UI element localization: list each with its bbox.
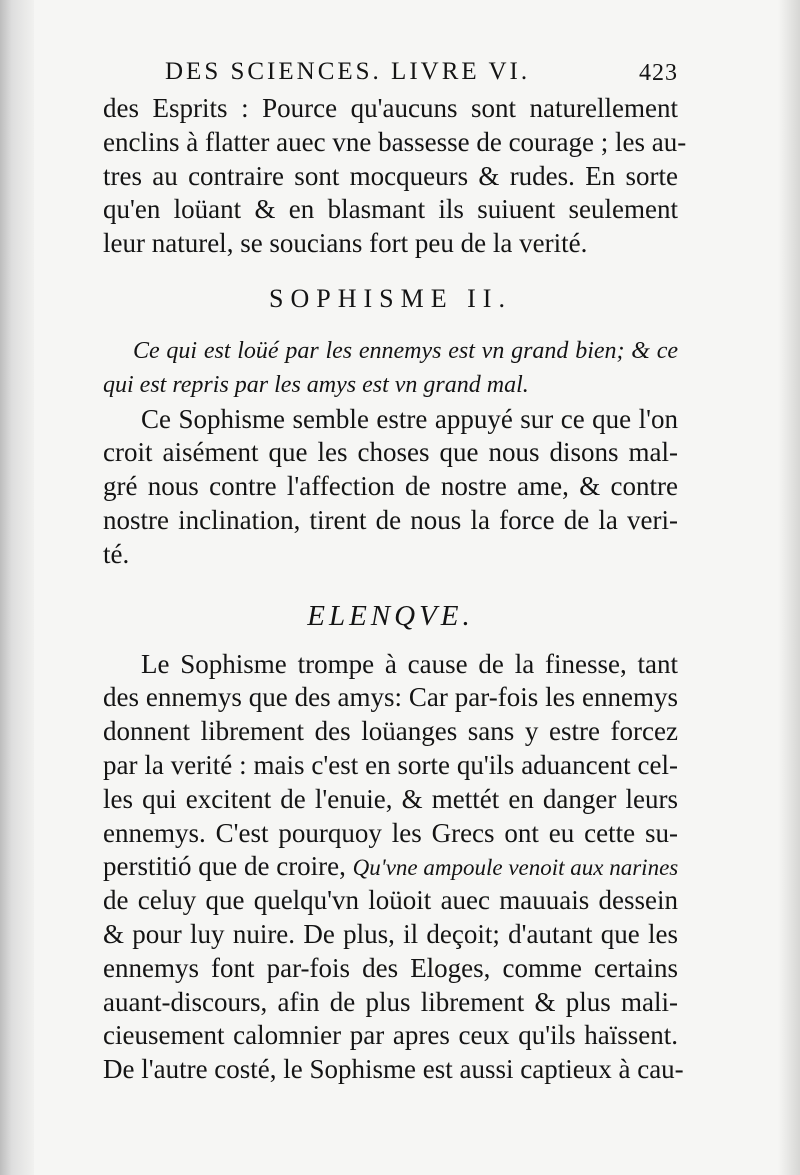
text-line: par la verité : mais c'est en sorte qu'ils aduancent cel- (103, 749, 678, 780)
text-line: & pour luy nuire. De plus, il deçoit; d'autant que les (103, 918, 678, 949)
text-line: de celuy que quelqu'vn loüoit auec mauuais dessein (103, 885, 678, 916)
text-line: ennemys. C'est pourquoy les Grecs ont eu cette su- (103, 817, 678, 848)
text-line: De l'autre costé, le Sophisme est aussi captieux à cau- (103, 1054, 684, 1085)
statement-line: Ce qui est loüé par les ennemys est vn grand bien; & ce (133, 337, 678, 364)
text-line: croit aisément que les choses que nous disons mal- (103, 437, 678, 468)
sophisme-statement (103, 335, 678, 403)
text-line: cieusement calomnier par apres ceux qu'ils haïssent. (103, 1020, 678, 1051)
text-line: les qui excitent de l'enuie, & mettét en danger leurs (103, 783, 678, 814)
running-head (103, 50, 678, 92)
text-line: qu'en loüant & en blasmant ils suiuent seulement (103, 194, 678, 225)
gutter-shadow (0, 0, 34, 1175)
section-heading-sophisme: SOPHISME II. (269, 283, 512, 313)
text-line: té. (103, 538, 130, 569)
text-segment: perstitió que de croire, (103, 851, 346, 882)
elenque-paragraph (103, 648, 684, 1087)
text-line: donnent librement des loüanges sans y estre forcez (103, 716, 678, 747)
running-title: DES SCIENCES. LIVRE VI. (165, 58, 531, 85)
text-line: enclins à flatter auec vne bassesse de courage ; les au- (103, 126, 687, 157)
text-line: des ennemys que des amys: Car par-fois les ennemys (103, 682, 678, 713)
page-number: 423 (639, 60, 678, 86)
opening-paragraph (103, 92, 687, 261)
section-heading-elenque: ELENQVE. (307, 599, 474, 632)
text-line-with-quote (103, 850, 678, 884)
sophisme-paragraph (103, 403, 678, 572)
text-line: ennemys font par-fois des Eloges, comme certains (103, 952, 678, 983)
text-line: tres au contraire sont mocqueurs & rudes. En sorte (103, 160, 678, 191)
text-line: Le Sophisme trompe à cause de la finesse, tant (141, 648, 678, 679)
italic-quote: Qu'vne ampoule venoit aux narines (352, 855, 679, 881)
text-block (103, 50, 687, 1087)
statement-line: qui est repris par les amys est vn grand mal. (103, 371, 529, 398)
text-line: gré nous contre l'affection de nostre ame, & contre (103, 471, 678, 502)
text-line: nostre inclination, tirent de nous la force de la veri- (103, 504, 678, 535)
text-line: leur naturel, se soucians fort peu de la verité. (103, 228, 588, 259)
page-edge-shadow (778, 0, 800, 1175)
text-line: auant-discours, afin de plus librement & plus mali- (103, 986, 678, 1017)
text-line: des Esprits : Pource qu'aucuns sont naturellement (103, 93, 678, 123)
text-line: Ce Sophisme semble estre appuyé sur ce que l'on (141, 403, 678, 434)
